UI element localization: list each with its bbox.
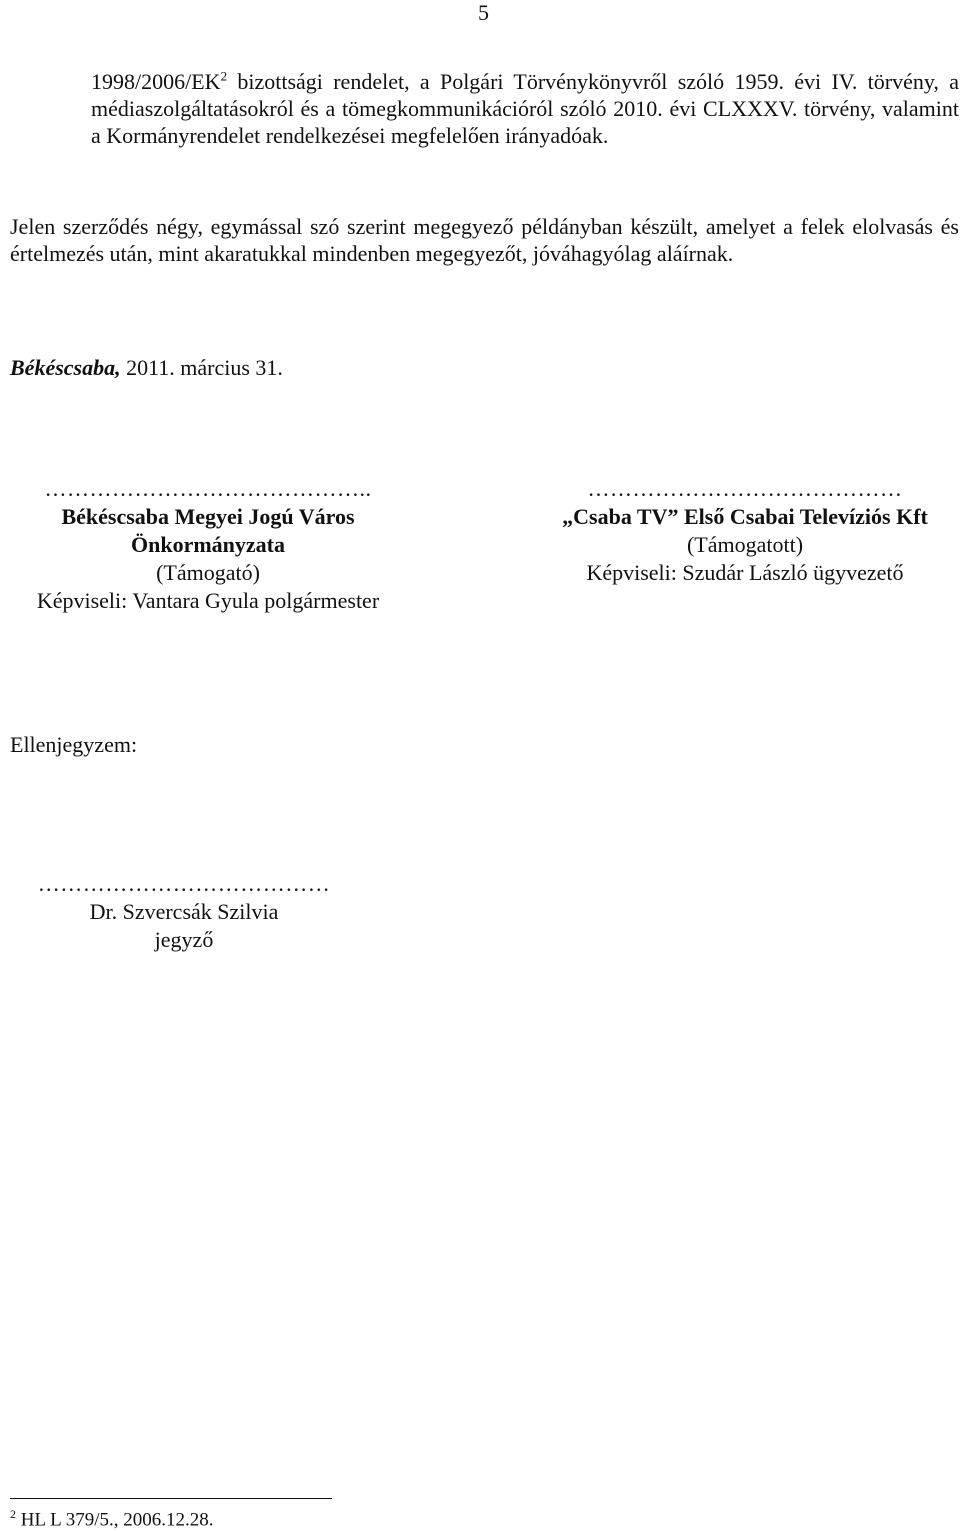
regulation-number: 1998/2006/EK xyxy=(91,69,221,94)
page-number: 5 xyxy=(478,0,489,25)
countersign-label: Ellenjegyzem: xyxy=(10,732,138,757)
place: Békéscsaba, xyxy=(10,355,121,380)
party-representative: Képviseli: Szudár László ügyvezető xyxy=(586,560,904,585)
paragraph-legal-references xyxy=(91,68,959,149)
footnote-reference: 2 xyxy=(220,68,228,84)
signature-line: ………………………………… xyxy=(37,871,331,896)
party-name: „Csaba TV” Első Csabai Televíziós Kft xyxy=(562,504,928,529)
notary-name: Dr. Szvercsák Szilvia xyxy=(89,899,279,924)
party-representative: Képviseli: Vantara Gyula polgármester xyxy=(36,588,380,613)
signature-block-supported xyxy=(545,475,945,587)
place-date xyxy=(10,354,283,381)
party-name-line2: Önkormányzata xyxy=(131,532,285,557)
signature-line: …………………………………….. xyxy=(44,476,372,501)
paragraph-legal-references-text: bizottsági rendelet, a Polgári Törvénykönyvről szóló 1959. évi IV. törvény, a médiaszolgáltatásokról és a tömegkommunikációról szóló 2010. évi CLXXXV. törvény, valamint a Kormányrendelet rendelkezései megfelelően irányadóak. xyxy=(91,69,959,148)
party-role: (Támogatott) xyxy=(686,532,804,557)
signature-block-supporter xyxy=(10,475,406,615)
date: 2011. március 31. xyxy=(120,355,283,380)
signature-block-notary xyxy=(20,870,348,954)
signature-line: …………………………………… xyxy=(587,476,903,501)
footnote xyxy=(10,1503,214,1531)
paragraph-copies: Jelen szerződés négy, egymással szó szerint megegyező példányban készült, amelyet a felek elolvasás és értelmezés után, mint akaratukkal mindenben megegyezőt, jóváhagyólag aláírnak. xyxy=(10,214,959,266)
footnote-divider xyxy=(10,1498,332,1499)
notary-title: jegyző xyxy=(154,927,214,952)
party-role: (Támogató) xyxy=(156,560,260,585)
footnote-marker: 2 xyxy=(10,1507,16,1521)
footnote-text: HL L 379/5., 2006.12.28. xyxy=(16,1509,214,1531)
party-name-line1: Békéscsaba Megyei Jogú Város xyxy=(61,504,355,529)
